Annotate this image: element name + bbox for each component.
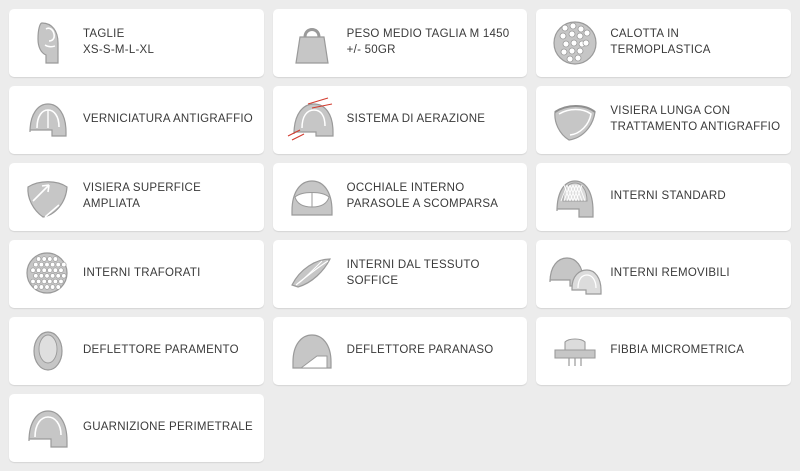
feature-card	[273, 9, 528, 77]
scratch-resistant-paint-icon	[17, 91, 79, 149]
feature-card	[273, 240, 528, 308]
feature-card	[536, 240, 791, 308]
feature-label: INTERNI TRAFORATI	[83, 267, 201, 280]
feature-card	[273, 317, 528, 385]
feature-label: PESO MEDIO TAGLIA M 1450 +/- 50GR	[346, 28, 510, 56]
feature-card	[9, 394, 264, 462]
helmet-sizes-icon	[17, 14, 79, 72]
feature-label: INTERNI STANDARD	[610, 190, 726, 203]
internal-sun-visor-icon	[281, 168, 343, 226]
wide-visor-surface-icon	[17, 168, 79, 226]
feature-card	[536, 9, 791, 77]
feature-label: CALOTTA IN TERMOPLASTICA	[610, 28, 711, 56]
feature-card	[9, 240, 264, 308]
feature-card	[536, 317, 791, 385]
soft-fabric-icon	[281, 245, 343, 303]
feature-label: FIBBIA MICROMETRICA	[610, 344, 745, 357]
feature-label: INTERNI DAL TESSUTO SOFFICE	[346, 259, 480, 287]
micrometric-buckle-icon	[544, 322, 606, 380]
weight-icon	[281, 14, 343, 72]
feature-label: SISTEMA DI AERAZIONE	[346, 113, 486, 126]
nose-deflector-icon	[281, 322, 343, 380]
feature-label: VERNICIATURA ANTIGRAFFIO	[83, 113, 253, 126]
feature-card	[9, 163, 264, 231]
feature-label: TAGLIE XS-S-M-L-XL	[83, 28, 155, 56]
feature-label: DEFLETTORE PARANASO	[346, 344, 494, 357]
standard-interior-icon	[544, 168, 606, 226]
removable-interior-icon	[544, 245, 606, 303]
feature-card	[9, 86, 264, 154]
feature-card	[536, 163, 791, 231]
feature-label: VISIERA LUNGA CON TRATTAMENTO ANTIGRAFFIO	[610, 105, 781, 133]
long-visor-icon	[544, 91, 606, 149]
perforated-interior-icon	[17, 245, 79, 303]
ventilation-system-icon	[281, 91, 343, 149]
feature-card	[536, 86, 791, 154]
perimeter-seal-icon	[17, 399, 79, 457]
feature-label: OCCHIALE INTERNO PARASOLE A SCOMPARSA	[346, 182, 499, 210]
feature-card	[9, 9, 264, 77]
thermoplastic-shell-icon	[544, 14, 606, 72]
chin-deflector-icon	[17, 322, 79, 380]
feature-label: INTERNI REMOVIBILI	[610, 267, 730, 280]
feature-card	[9, 317, 264, 385]
feature-card	[273, 163, 528, 231]
feature-card	[273, 86, 528, 154]
feature-label: GUARNIZIONE PERIMETRALE	[83, 421, 253, 434]
feature-label: DEFLETTORE PARAMENTO	[83, 344, 239, 357]
feature-label: VISIERA SUPERFICE AMPLIATA	[83, 182, 202, 210]
